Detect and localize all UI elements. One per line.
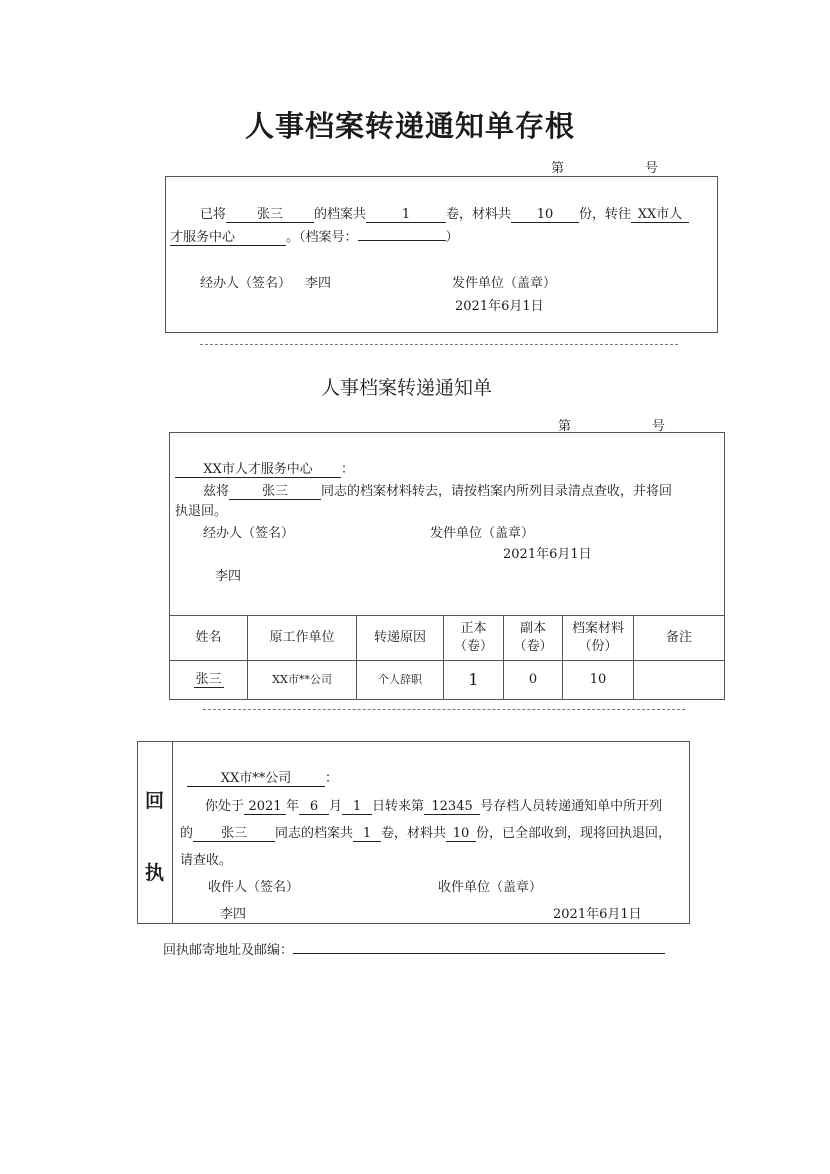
row-copy: 0 xyxy=(504,661,563,700)
receipt-divider xyxy=(172,741,173,924)
receipt-addressee-line xyxy=(187,767,338,787)
stub-handler-name: 李四 xyxy=(305,276,332,291)
receipt-volumes: 1 xyxy=(353,827,381,842)
receipt-l2-b: 年 xyxy=(286,799,300,814)
stub-title: 人事档案转递通知单存根 xyxy=(245,109,576,143)
notice-number-suffix: 号 xyxy=(652,419,666,434)
stub-box xyxy=(165,176,718,333)
receipt-addressee: XX市**公司 xyxy=(187,772,325,787)
footer-address-field xyxy=(293,953,665,954)
header-copy-b: （卷） xyxy=(513,639,553,654)
footer-address-line xyxy=(163,939,665,958)
row-reason: 个人辞职 xyxy=(357,661,444,700)
notice-unit-label: 发件单位（盖章） xyxy=(430,526,535,541)
notice-body-line-2: 执退回。 xyxy=(175,504,228,519)
transfer-table xyxy=(169,615,725,700)
stub-name: 张三 xyxy=(226,208,314,223)
notice-handler-label: 经办人（签名） xyxy=(203,526,295,541)
row-material: 10 xyxy=(563,661,634,700)
row-original: 1 xyxy=(444,661,504,700)
receipt-l3-a: 的 xyxy=(180,826,194,841)
notice-handler-name: 李四 xyxy=(215,569,242,584)
header-copy-a: 副本 xyxy=(519,621,546,636)
header-original-b: （卷） xyxy=(453,639,493,654)
receipt-line-4: 请查收。 xyxy=(180,853,233,868)
stub-line-2 xyxy=(170,226,459,246)
notice-body-a: 兹将 xyxy=(203,484,230,499)
header-name: 姓名 xyxy=(170,616,248,661)
notice-date: 2021年6月1日 xyxy=(503,547,592,562)
notice-number-prefix: 第 xyxy=(558,419,572,434)
stub-archive-number xyxy=(358,240,446,241)
header-copy xyxy=(504,616,563,661)
stub-text-2: 的档案共 xyxy=(314,207,367,222)
stub-text-4: 份，转往 xyxy=(579,207,632,222)
stub-number-prefix: 第 xyxy=(551,161,565,176)
receipt-l3-b: 同志的档案共 xyxy=(275,826,354,841)
receipt-line-3 xyxy=(180,822,671,842)
header-unit: 原工作单位 xyxy=(248,616,357,661)
stub-text-1: 已将 xyxy=(200,207,227,222)
row-unit: XX市**公司 xyxy=(248,661,357,700)
notice-body-line-1 xyxy=(203,480,672,500)
header-remark: 备注 xyxy=(634,616,725,661)
stub-unit-label: 发件单位（盖章） xyxy=(452,276,557,291)
footer-address-label: 回执邮寄地址及邮编： xyxy=(163,943,294,958)
row-name-text: 张三 xyxy=(195,672,222,687)
table-header-row xyxy=(170,616,725,661)
header-reason: 转递原因 xyxy=(357,616,444,661)
stub-text-6: ） xyxy=(445,230,459,245)
stub-text-3: 卷，材料共 xyxy=(446,207,512,222)
cut-line-1 xyxy=(200,344,678,345)
receipt-materials: 10 xyxy=(446,827,476,842)
header-material-a: 档案材料 xyxy=(571,621,624,636)
notice-body-b: 同志的档案材料转去，请按档案内所列目录清点查收，并将回 xyxy=(321,484,673,499)
stub-number-suffix: 号 xyxy=(645,161,659,176)
receipt-receiver-name: 李四 xyxy=(220,907,247,922)
receipt-l2-c: 月 xyxy=(329,799,343,814)
receipt-l3-d: 份，已全部收到，现将回执退回， xyxy=(476,826,672,841)
notice-recipient: XX市人才服务中心 xyxy=(175,463,341,478)
stub-destination-a: XX市人 xyxy=(631,208,689,223)
header-material xyxy=(563,616,634,661)
stub-date: 2021年6月1日 xyxy=(455,299,544,314)
receipt-side-b: 执 xyxy=(145,862,165,884)
row-remark xyxy=(634,661,725,700)
receipt-l2-d: 日转来第 xyxy=(372,799,425,814)
receipt-side-a: 回 xyxy=(145,790,165,812)
receipt-doc-number: 12345 xyxy=(424,800,480,815)
notice-title: 人事档案转递通知单 xyxy=(321,377,493,399)
table-row xyxy=(170,661,725,700)
notice-colon: ： xyxy=(341,462,355,477)
receipt-year: 2021 xyxy=(244,800,286,815)
receipt-day: 1 xyxy=(342,800,372,815)
header-material-b: （份） xyxy=(578,639,618,654)
header-original-a: 正本 xyxy=(460,621,487,636)
stub-handler-label: 经办人（签名） xyxy=(200,276,292,291)
receipt-date: 2021年6月1日 xyxy=(553,907,642,922)
receipt-unit-label: 收件单位（盖章） xyxy=(438,880,543,895)
notice-recipient-line xyxy=(175,458,354,478)
receipt-colon: ： xyxy=(325,771,339,786)
receipt-l2-e: 号存档人员转递通知单中所开列 xyxy=(480,799,663,814)
receipt-l2-a: 你处于 xyxy=(205,799,245,814)
receipt-name: 张三 xyxy=(193,827,275,842)
stub-materials: 10 xyxy=(511,208,579,223)
notice-name: 张三 xyxy=(229,485,321,500)
stub-line-1 xyxy=(200,203,689,223)
receipt-l3-c: 卷，材料共 xyxy=(381,826,447,841)
stub-destination-b: 才服务中心 xyxy=(170,231,286,246)
receipt-receiver-label: 收件人（签名） xyxy=(208,880,300,895)
receipt-month: 6 xyxy=(299,800,329,815)
stub-volumes: 1 xyxy=(366,208,446,223)
row-name xyxy=(170,661,248,700)
receipt-line-2 xyxy=(205,795,662,815)
header-original xyxy=(444,616,504,661)
stub-text-5: 。（档案号： xyxy=(286,230,358,245)
cut-line-2 xyxy=(203,709,685,710)
